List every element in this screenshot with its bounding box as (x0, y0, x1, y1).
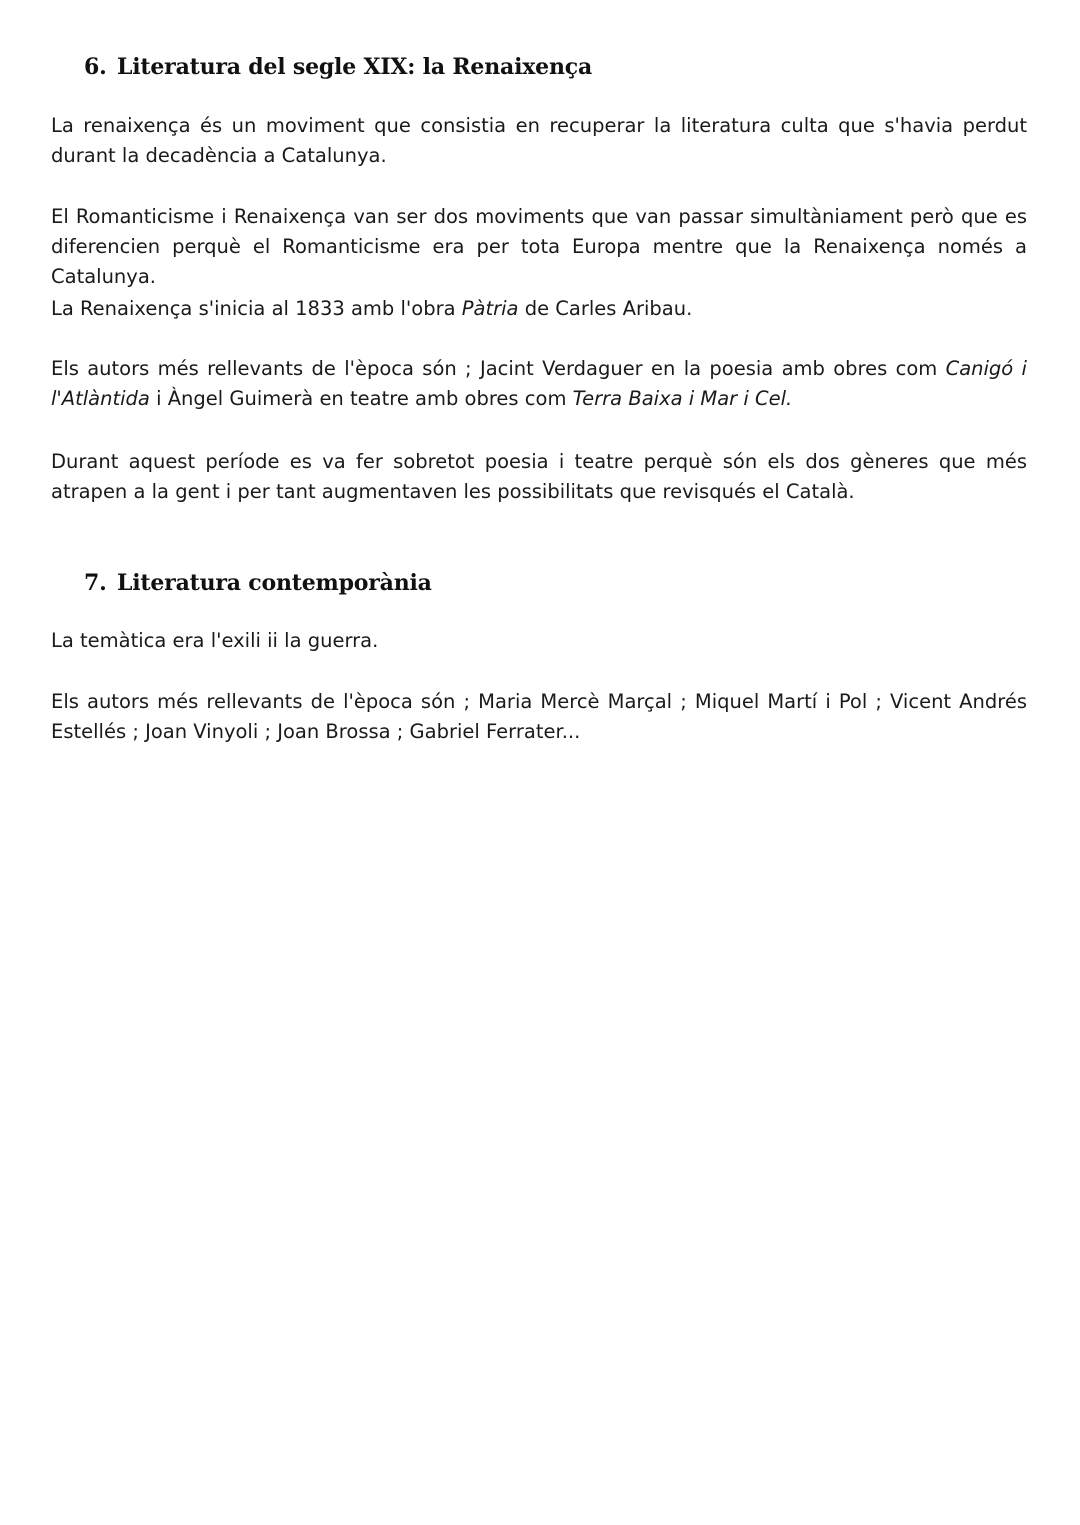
paragraph-3-text-after: de Carles Aribau. (518, 297, 693, 320)
section-7-heading (84, 570, 432, 596)
section-6-paragraph-4 (51, 354, 1027, 414)
work-title-patria: Pàtria (461, 297, 519, 320)
section-6-paragraph-2: El Romanticisme i Renaixença van ser dos moviments que van passar simultàniament però que es diferencien perquè el Romanticisme era per tota Europa mentre que la Renaixença només a Catalunya. (51, 205, 1027, 288)
section-6-title: Literatura del segle XIX: la Renaixença (117, 54, 592, 80)
section-6-paragraph-1: La renaixença és un moviment que consistia en recuperar la literatura culta que s'havia perdut durant la decadència a Catalunya. (51, 114, 1027, 167)
paragraph-3-text-before: La Renaixença s'inicia al 1833 amb l'obra (51, 297, 462, 320)
work-titles-guimera: Terra Baixa i Mar i Cel. (572, 387, 793, 410)
section-7-number: 7. (84, 570, 107, 596)
work-titles-verdaguer: Canigó i l'Atlàntida (51, 357, 1027, 410)
section-7-paragraph-1: La temàtica era l'exili ii la guerra. (51, 629, 379, 652)
paragraph-4-text-2: i Àngel Guimerà en teatre amb obres com (149, 387, 573, 410)
paragraph-4-text-1: Els autors més rellevants de l'època són ; Jacint Verdaguer en la poesia amb obres com (51, 357, 946, 380)
section-6-paragraph-3 (51, 294, 1027, 324)
section-7-paragraph-2: Els autors més rellevants de l'època són ; Maria Mercè Marçal ; Miquel Martí i Pol ; Vicent Andrés Estellés ; Joan Vinyoli ; Joan Brossa ; Gabriel Ferrater... (51, 690, 1027, 743)
section-6-heading (84, 54, 592, 80)
section-7-title: Literatura contemporània (117, 570, 432, 596)
section-6-number: 6. (84, 54, 107, 80)
section-6-paragraph-5: Durant aquest període es va fer sobretot poesia i teatre perquè són els dos gèneres que més atrapen a la gent i per tant augmentaven les possibilitats que revisqués el Català. (51, 450, 1027, 503)
